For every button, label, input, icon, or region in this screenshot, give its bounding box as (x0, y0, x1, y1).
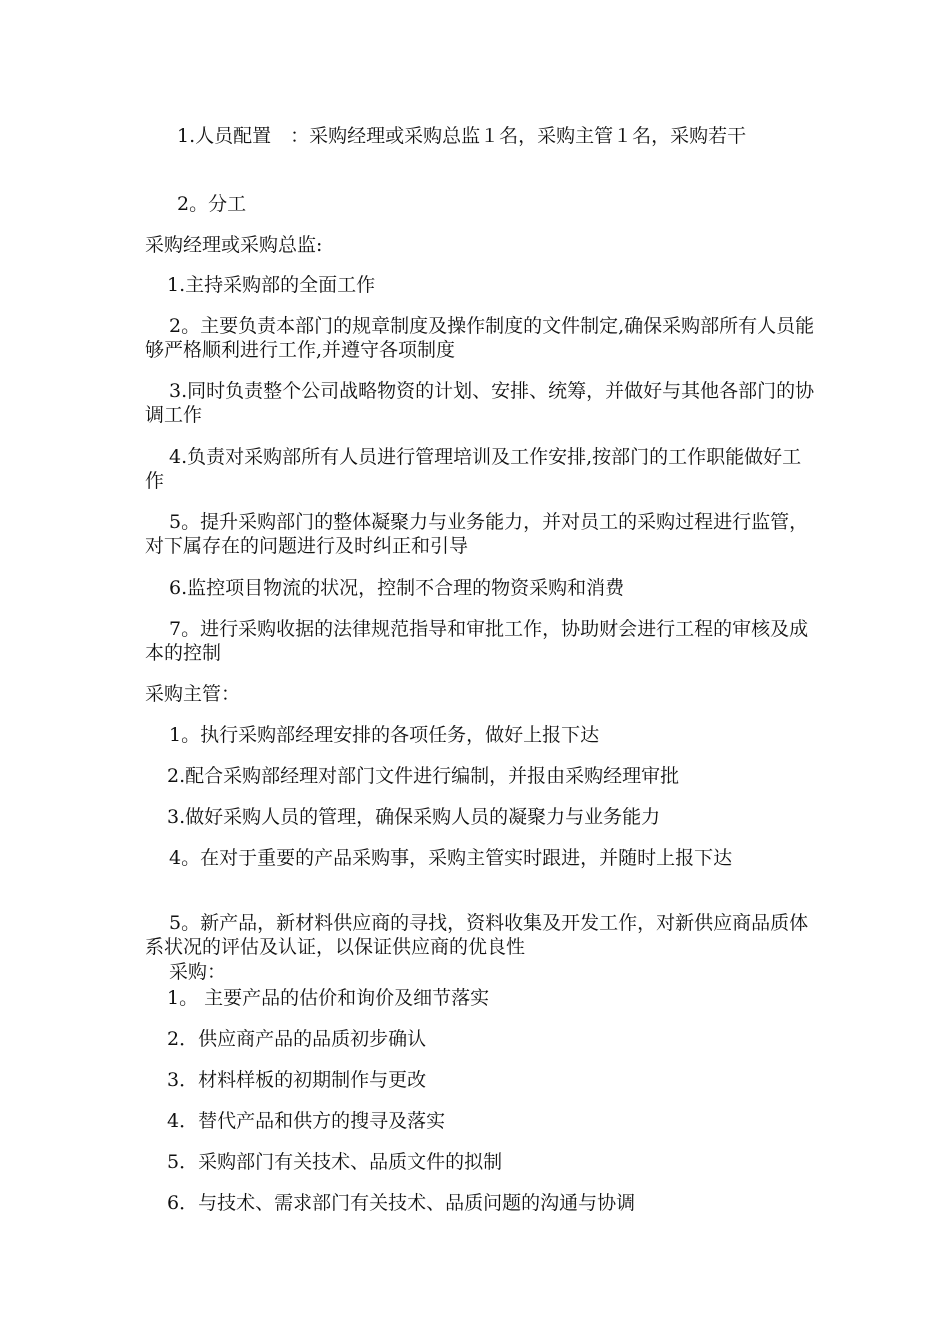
buyer-item: 6．与技术、需求部门有关技术、品质问题的沟通与协调 (167, 1192, 636, 1214)
buyer-item: 2．供应商产品的品质初步确认 (167, 1028, 427, 1050)
supervisor-item: 2.配合采购部经理对部门文件进行编制，并报由采购经理审批 (167, 765, 680, 787)
manager-item: 1.主持采购部的全面工作 (167, 274, 376, 296)
buyer-heading: 采购： (169, 961, 227, 983)
manager-item: 5。提升采购部门的整体凝聚力与业务能力，并对员工的采购过程进行监管，对下属存在的问题进行及时纠正和引导 (145, 511, 809, 557)
manager-item: 3.同时负责整个公司战略物资的计划、安排、统筹，并做好与其他各部门的协调工作 (145, 380, 815, 426)
manager-heading: 采购经理或采购总监: (145, 234, 323, 256)
buyer-item: 4．替代产品和供方的搜寻及落实 (167, 1110, 446, 1132)
supervisor-item: 4。在对于重要的产品采购事，采购主管实时跟进，并随时上报下达 (169, 847, 733, 869)
manager-item: 6.监控项目物流的状况，控制不合理的物资采购和消费 (169, 577, 625, 599)
staffing-paragraph: 1.人员配置 ：采购经理或采购总监１名，采购主管１名，采购若干 (177, 125, 747, 147)
supervisor-item: 1。执行采购部经理安排的各项任务，做好上报下达 (169, 724, 600, 746)
supervisor-heading: 采购主管： (145, 683, 241, 705)
supervisor-item: 3.做好采购人员的管理，确保采购人员的凝聚力与业务能力 (167, 806, 661, 828)
manager-item: 2。主要负责本部门的规章制度及操作制度的文件制定,确保采购部所有人员能够严格顺利进行工作,并遵守各项制度 (145, 315, 815, 361)
buyer-item: 1。 主要产品的估价和询价及细节落实 (167, 987, 490, 1009)
division-paragraph: 2。分工 (177, 193, 247, 215)
supervisor-item: 5。新产品，新材料供应商的寻找，资料收集及开发工作，对新供应商品质体系状况的评估及认证，以保证供应商的优良性 (145, 912, 809, 958)
buyer-item: 3．材料样板的初期制作与更改 (167, 1069, 427, 1091)
manager-item: 4.负责对采购部所有人员进行管理培训及工作安排,按部门的工作职能做好工作 (145, 446, 802, 492)
buyer-item: 5．采购部门有关技术、品质文件的拟制 (167, 1151, 503, 1173)
manager-item: 7。进行采购收据的法律规范指导和审批工作，协助财会进行工程的审核及成本的控制 (145, 618, 809, 664)
